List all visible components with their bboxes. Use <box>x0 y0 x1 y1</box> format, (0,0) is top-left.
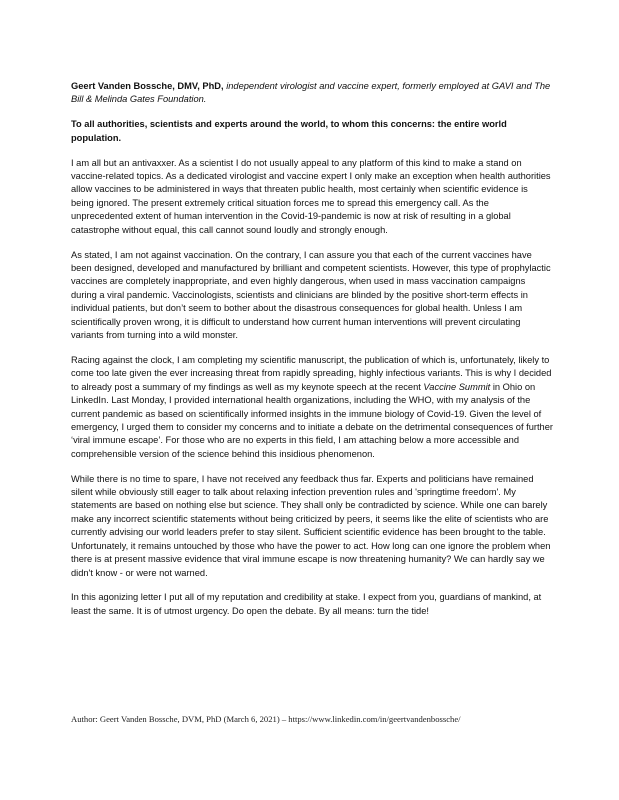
author-intro <box>71 80 553 107</box>
letter-body <box>71 80 553 630</box>
paragraph-5: In this agonizing letter I put all of my reputation and credibility at stake. I expect from you, guardians of mankind, at least the same. It is of utmost urgency. Do open the debate. By all means: turn the tide! <box>71 592 542 616</box>
author-footer: Author: Geert Vanden Bossche, DVM, PhD (March 6, 2021) – https://www.linkedin.com/in/geertvandenbossche/ <box>71 714 461 724</box>
vaccine-summit-emphasis: Vaccine Summit <box>423 381 491 392</box>
paragraph-3-part-2: in Ohio on LinkedIn. Last Monday, I provided international health organizations, including the WHO, with my analysis of the current pandemic as based on scientifically informed insights in the immune biology of Covid-19. Given the level of emergency, I urged them to consider my concerns and to initiate a debate on the detrimental consequences of further ‘viral immune escape’. For those who are no experts in this field, I am attaching below a more accessible and comprehensible version of the science behind this insidious phenomenon. <box>71 381 553 459</box>
paragraph-3 <box>71 354 553 461</box>
author-name: Geert Vanden Bossche, DMV, PhD, <box>71 81 224 91</box>
paragraph-2: As stated, I am not against vaccination. On the contrary, I can assure you that each of the current vaccines have been designed, developed and manufactured by brilliant and competent scientists. However, this type of prophylactic vaccines are completely inappropriate, and even highly dangerous, when used in mass vaccination campaigns during a viral pandemic. Vaccinologists, scientists and clinicians are blinded by the positive short-term effects in individual patients, but don’t seem to bother about the disastrous consequences for global health. Unless I am scientifically proven wrong, it is difficult to understand how current human interventions will prevent circulating variants from turning into a wild monster. <box>71 249 551 340</box>
author-description: independent virologist and vaccine expert, formerly employed at GAVI and The Bill & Melinda Gates Foundation. <box>71 81 551 105</box>
paragraph-4: While there is no time to spare, I have not received any feedback thus far. Experts and politicians have remained silent while obviously still eager to talk about relaxing infection prevention rules and 'springtime freedom'. My statements are based on nothing else but science. They shall only be contradicted by science. While one can barely make any incorrect scientific statements without being criticized by peers, it seems like the elite of scientists who are currently advising our world leaders prefer to stay silent. Sufficient scientific evidence has been brought to the table. Unfortunately, it remains untouched by those who have the power to act. How long can one ignore the problem when there is at present massive evidence that viral immune escape is now threatening humanity? We can hardly say we didn't know - or were not warned. <box>71 473 551 578</box>
paragraph-1: I am all but an antivaxxer. As a scientist I do not usually appeal to any platform of this kind to make a stand on vaccine-related topics. As a dedicated virologist and vaccine expert I only make an exception when health authorities allow vaccines to be administered in ways that threaten public health, most certainly when scientific evidence is being ignored. The present extremely critical situation forces me to spread this emergency call. As the unprecedented extent of human intervention in the Covid-19-pandemic is now at risk of resulting in a global catastrophe without equal, this call cannot sound loudly and strongly enough. <box>71 157 551 235</box>
paragraph-3-part-1: Racing against the clock, I am completing my scientific manuscript, the publication of which is, unfortunately, likely to come too late given the ever increasing threat from rapidly spreading, highly infectious variants. This is why I decided to already post a summary of my findings as well as my keynote speech at the recent <box>71 354 552 392</box>
salutation: To all authorities, scientists and experts around the world, to whom this concerns: the entire world population. <box>71 119 507 143</box>
